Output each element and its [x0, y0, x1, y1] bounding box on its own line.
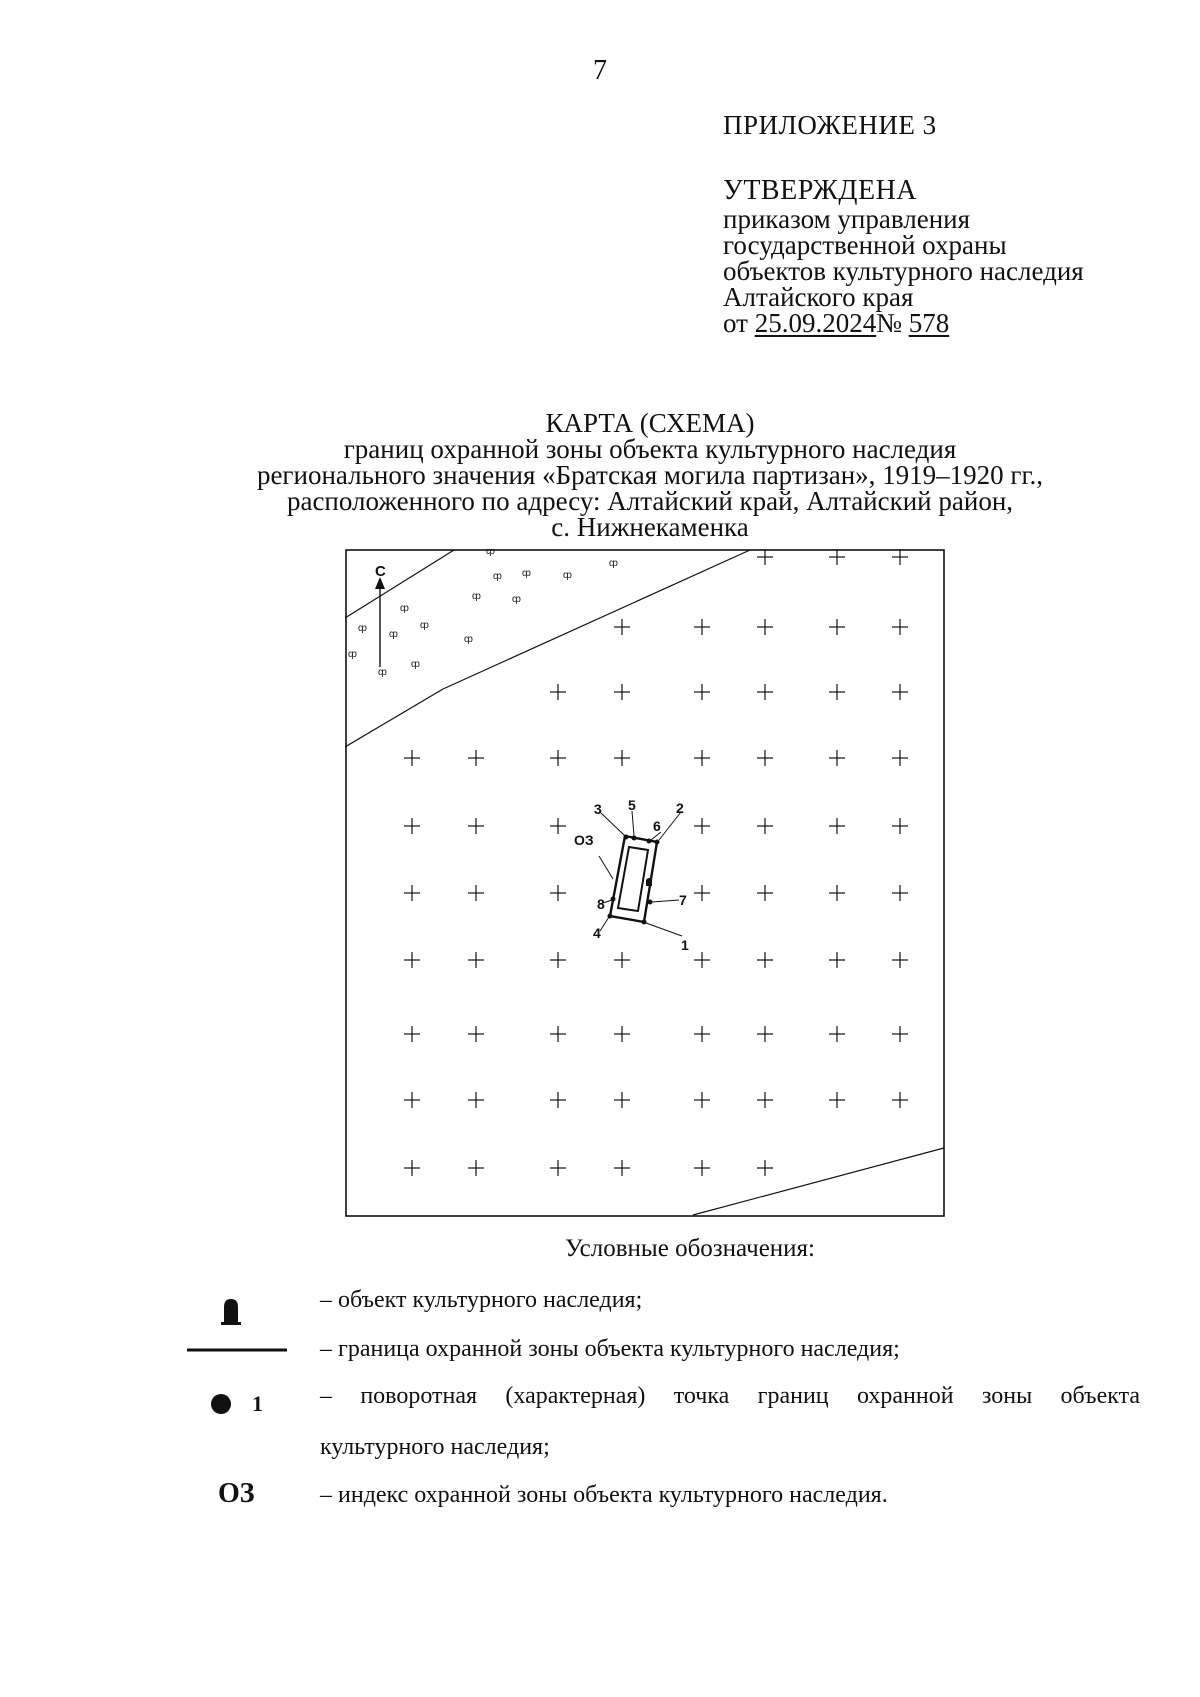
grid-plus-mark [614, 619, 630, 635]
grid-plus-mark [892, 750, 908, 766]
monument-parcel [618, 847, 648, 911]
grid-plus-mark [404, 1092, 420, 1108]
grid-plus-mark [892, 885, 908, 901]
page-number: 7 [593, 55, 607, 86]
point-label-4: 4 [593, 925, 601, 941]
grid-plus-mark [892, 1026, 908, 1042]
grid-plus-mark [892, 818, 908, 834]
grid-plus-mark [694, 619, 710, 635]
grid-plus-mark [468, 1092, 484, 1108]
grid-plus-mark [829, 750, 845, 766]
grid-plus-mark [550, 818, 566, 834]
svg-text:ȹ: ȹ [512, 594, 521, 605]
grid-plus-mark [550, 1092, 566, 1108]
grid-plus-mark [614, 1160, 630, 1176]
point-label-7: 7 [679, 892, 687, 908]
legend-text: – поворотная (характерная) точка границ охранной зоны объекта [320, 1383, 1140, 1409]
point-label-8: 8 [597, 896, 605, 912]
map-heading: КАРТА (СХЕМА) [545, 408, 755, 438]
grid-plus-mark [404, 885, 420, 901]
grid-plus-mark [892, 619, 908, 635]
svg-text:ȹ: ȹ [411, 659, 420, 670]
grid-plus-mark [614, 1026, 630, 1042]
grid-plus-mark [404, 750, 420, 766]
order-number: 578 [908, 308, 950, 338]
grid-plus-mark [468, 952, 484, 968]
svg-text:ȹ: ȹ [389, 629, 398, 640]
map-title-line: регионального значения «Братская могила партизан», 1919–1920 гг., [256, 460, 1044, 490]
road-boundary-lower [693, 1148, 944, 1215]
grid-plus-mark [829, 684, 845, 700]
grid-plus-mark [757, 750, 773, 766]
approval-block [723, 175, 1084, 338]
svg-text:ȹ: ȹ [609, 558, 618, 569]
grid-plus-mark [757, 818, 773, 834]
grid-plus-mark [550, 750, 566, 766]
grid-plus-mark [550, 1026, 566, 1042]
grid-plus-mark [757, 549, 773, 565]
svg-text:ȹ: ȹ [563, 570, 572, 581]
grid-plus-mark [404, 1160, 420, 1176]
legend-text: – граница охранной зоны объекта культурного наследия; [320, 1336, 900, 1362]
legend-text: – объект культурного наследия; [320, 1287, 643, 1313]
grid-plus-mark [694, 684, 710, 700]
grid-plus-mark [614, 1092, 630, 1108]
turning-point-label: 1 [252, 1391, 263, 1416]
point-labels [574, 797, 689, 953]
svg-text:ȹ: ȹ [378, 667, 387, 678]
road-boundary-upper [345, 689, 443, 747]
grid-plus-mark [829, 818, 845, 834]
grid-plus-mark [757, 885, 773, 901]
grid-plus-mark [404, 1026, 420, 1042]
grid-plus-mark [757, 952, 773, 968]
turning-point-icon [180, 1383, 320, 1423]
grid-plus-mark [757, 619, 773, 635]
point-label-5: 5 [628, 797, 636, 813]
zone-index-icon: ОЗ [218, 1478, 255, 1509]
grid-plus-mark [694, 818, 710, 834]
north-label: С [375, 563, 386, 580]
grid-plus-mark [550, 885, 566, 901]
grid-plus-mark [757, 1092, 773, 1108]
legend-text: культурного наследия; [320, 1434, 550, 1460]
grid-plus-mark [829, 1092, 845, 1108]
grid-plus-mark [404, 818, 420, 834]
map-title-line: границ охранной зоны объекта культурного наследия [343, 434, 957, 464]
grid-plus-mark [757, 1160, 773, 1176]
grid-plus-mark [829, 549, 845, 565]
map-title-line: с. Нижнекаменка [551, 512, 749, 542]
svg-text:ȹ: ȹ [420, 620, 429, 631]
grid-plus-mark [550, 952, 566, 968]
svg-text:ȹ: ȹ [400, 603, 409, 614]
grid-plus-mark [694, 1092, 710, 1108]
order-date-line [723, 310, 1084, 336]
grid-plus-mark [614, 952, 630, 968]
grid-plus-mark [829, 1026, 845, 1042]
boundary-line-icon [180, 1336, 320, 1376]
point-label-1: 1 [681, 937, 689, 953]
grid-plus-mark [404, 952, 420, 968]
road-boundary-upper [443, 550, 750, 689]
number-sign: № [876, 308, 902, 338]
grid-plus-mark [757, 684, 773, 700]
grid-plus-mark [468, 1160, 484, 1176]
grid-plus-mark [468, 818, 484, 834]
grid-plus-mark [892, 549, 908, 565]
date-prefix: от [723, 308, 748, 338]
map-title-line: расположенного по адресу: Алтайский край, Алтайский район, [286, 486, 1014, 516]
svg-text:ȹ: ȹ [486, 549, 495, 557]
grid-plus-mark [757, 1026, 773, 1042]
grid-plus-mark [468, 1026, 484, 1042]
map-scheme [345, 549, 945, 1217]
point-label-6: 6 [653, 818, 661, 834]
grid-plus-mark [829, 885, 845, 901]
appendix-title: ПРИЛОЖЕНИЕ 3 [723, 110, 937, 140]
vegetation-marks [348, 549, 618, 678]
monument-icon [180, 1287, 320, 1327]
approved-by-line: объектов культурного наследия [723, 256, 1084, 286]
grid-plus-mark [829, 952, 845, 968]
grid-plus-mark [550, 684, 566, 700]
grid-plus-mark [694, 1160, 710, 1176]
approved-label: УТВЕРЖДЕНА [723, 175, 918, 206]
grid-plus-mark [694, 1026, 710, 1042]
legend-text: – индекс охранной зоны объекта культурного наследия. [320, 1482, 888, 1508]
grid-plus-mark [614, 684, 630, 700]
order-date: 25.09.2024 [754, 308, 877, 338]
monument-icon-map [646, 878, 652, 886]
grid-plus-mark [468, 750, 484, 766]
svg-text:ȹ: ȹ [464, 634, 473, 645]
grid-plus-mark [892, 1092, 908, 1108]
map-border [346, 550, 944, 1216]
grid-plus-mark [694, 952, 710, 968]
svg-text:ȹ: ȹ [358, 623, 367, 634]
approved-by-line: Алтайского края [723, 282, 914, 312]
grid-plus-mark [694, 750, 710, 766]
approved-by-line: приказом управления [723, 204, 971, 234]
svg-text:ȹ: ȹ [348, 649, 357, 660]
grid-plus-mark [468, 885, 484, 901]
zone-index-label: ОЗ [574, 832, 594, 848]
map-drawing [345, 549, 945, 1217]
legend-caption: Условные обозначения: [564, 1235, 816, 1262]
approved-by-line: государственной охраны [723, 230, 1007, 260]
grid-plus-mark [614, 750, 630, 766]
point-label-2: 2 [676, 800, 684, 816]
svg-text:ȹ: ȹ [522, 568, 531, 579]
grid-plus-mark [892, 684, 908, 700]
svg-text:ȹ: ȹ [472, 591, 481, 602]
north-arrow [375, 577, 385, 667]
grid-plus-mark [550, 1160, 566, 1176]
grid-plus-mark [829, 619, 845, 635]
map-title [0, 410, 1200, 540]
svg-text:ȹ: ȹ [493, 571, 502, 582]
grid-plus-mark [892, 952, 908, 968]
plus-grid [404, 549, 908, 1176]
grid-plus-mark [694, 885, 710, 901]
point-label-3: 3 [594, 801, 602, 817]
